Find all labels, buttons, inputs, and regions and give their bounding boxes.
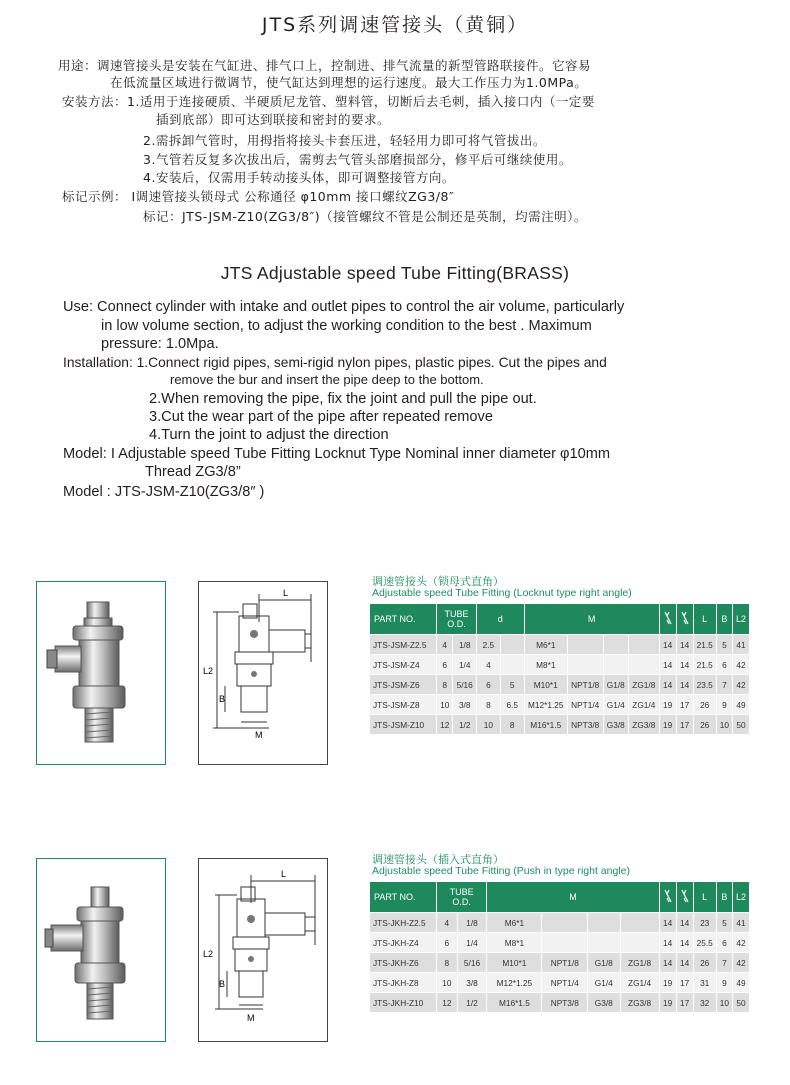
table-cell: JTS-JSM-Z10 — [370, 715, 437, 735]
table-cell: 12 — [437, 715, 453, 735]
table-cell: 50 — [733, 993, 750, 1013]
col-header: L — [693, 604, 716, 635]
table-row — [370, 715, 750, 735]
table-cell: 14 — [676, 933, 693, 953]
table-cell: 31 — [693, 973, 716, 993]
table-cell: 26 — [693, 695, 716, 715]
table-cell: 1/8 — [457, 913, 487, 933]
table-cell: 8 — [437, 675, 453, 695]
table2-title-en: Adjustable speed Tube Fitting (Push in type right angle) — [372, 865, 630, 877]
dim-label-M: M — [247, 1013, 255, 1023]
table-cell: JTS-JSM-Z6 — [370, 675, 437, 695]
table-cell: 4 — [476, 655, 500, 675]
table-cell — [629, 635, 660, 655]
table-cell: 14 — [659, 675, 676, 695]
table-cell: G3/8 — [588, 993, 620, 1013]
table-cell — [588, 913, 620, 933]
text-line: Installation: 1.Connect rigid pipes, semi-rigid nylon pipes, plastic pipes. Cut the pipes and — [63, 355, 607, 370]
table-row — [370, 953, 750, 973]
table-cell: ZG3/8 — [629, 715, 660, 735]
col-header: L2 — [733, 604, 750, 635]
table-cell: 8 — [476, 695, 500, 715]
table-cell: 42 — [733, 675, 750, 695]
table-cell: 10 — [476, 715, 500, 735]
table-cell: M16*1.5 — [524, 715, 567, 735]
table-cell: 6 — [437, 933, 458, 953]
table-cell: 23.5 — [693, 675, 716, 695]
table-cell: 21.5 — [693, 635, 716, 655]
table-cell: JTS-JSM-Z2.5 — [370, 635, 437, 655]
table-cell — [588, 933, 620, 953]
table-cell: 5 — [716, 635, 732, 655]
table-cell: 17 — [676, 695, 693, 715]
table-cell: 14 — [659, 913, 676, 933]
table-cell: 1/4 — [453, 655, 476, 675]
product-photo-push-in — [36, 858, 166, 1042]
col-header: M — [524, 604, 659, 635]
table-cell — [629, 655, 660, 675]
dim-label-L: L — [283, 588, 289, 598]
table-cell: NPT1/4 — [567, 695, 603, 715]
table-cell — [603, 655, 628, 675]
table-cell: 21.5 — [693, 655, 716, 675]
col-header: L2 — [733, 882, 750, 913]
table-cell: M6*1 — [524, 635, 567, 655]
table-cell: 41 — [733, 635, 750, 655]
table-cell: JTS-JSM-Z4 — [370, 655, 437, 675]
table-cell: 14 — [676, 655, 693, 675]
table-cell — [603, 635, 628, 655]
table-cell: G1/8 — [603, 675, 628, 695]
table1-title-en: Adjustable speed Tube Fitting (Locknut type right angle) — [372, 587, 632, 599]
table-row — [370, 933, 750, 953]
dim-label-L2: L2 — [203, 949, 214, 959]
table-cell: M12*1.25 — [524, 695, 567, 715]
table-cell: 10 — [716, 715, 732, 735]
table-cell: 7 — [716, 953, 732, 973]
table-cell: 17 — [676, 973, 693, 993]
table-cell: 26 — [693, 953, 716, 973]
text-line: 用途：调速管接头是安装在气缸进、排气口上，控制进、排气流量的新型管路联接件。它容易 — [58, 58, 592, 73]
table-cell: 14 — [676, 675, 693, 695]
table-cell: 14 — [659, 635, 676, 655]
text-line: Use: Connect cylinder with intake and outlet pipes to control the air volume, particularly — [63, 299, 625, 315]
table-cell — [567, 635, 603, 655]
text-line: 4.Turn the joint to adjust the direction — [149, 427, 389, 443]
table-cell: ZG1/8 — [620, 953, 659, 973]
table-cell: 25.5 — [693, 933, 716, 953]
table-cell — [500, 635, 524, 655]
page-title-cn: JTS系列调速管接头（黄铜） — [261, 14, 529, 36]
dim-label-L2: L2 — [203, 666, 214, 676]
table-cell: 5 — [500, 675, 524, 695]
table-cell — [500, 655, 524, 675]
table-cell: 49 — [733, 695, 750, 715]
table-cell: 1/2 — [453, 715, 476, 735]
table-cell: JTS-JKH-Z4 — [370, 933, 437, 953]
col-header: L — [693, 882, 716, 913]
table-cell — [620, 933, 659, 953]
text-line: in low volume section, to adjust the working condition to the best . Maximum — [101, 318, 592, 334]
technical-drawing-push-in — [198, 858, 328, 1042]
table-cell: JTS-JKH-Z2.5 — [370, 913, 437, 933]
table-row — [370, 655, 750, 675]
table-cell: M12*1.25 — [487, 973, 542, 993]
table-cell: 42 — [733, 933, 750, 953]
table-cell: 49 — [733, 973, 750, 993]
text-line: 2.需拆卸气管时，用拇指将接头卡套压进，轻轻用力即可将气管拔出。 — [143, 133, 546, 148]
dim-label-B: B — [219, 979, 226, 989]
table-cell: 8 — [437, 953, 458, 973]
table-cell: 19 — [659, 715, 676, 735]
dim-label-L: L — [281, 869, 287, 879]
table-cell: 5/16 — [457, 953, 487, 973]
table-cell: G1/4 — [588, 973, 620, 993]
text-line: 标记示例： Ⅰ调速管接头锁母式 公称通径 φ10mm 接口螺纹ZG3/8″ — [62, 189, 455, 204]
table-cell: NPT3/8 — [542, 993, 588, 1013]
spec-table-push-in — [369, 881, 750, 1013]
table-cell — [620, 913, 659, 933]
table-cell: 14 — [676, 953, 693, 973]
dim-label-M: M — [255, 730, 263, 740]
text-line: remove the bur and insert the pipe deep to the bottom. — [170, 372, 484, 387]
table-cell: NPT1/4 — [542, 973, 588, 993]
col-header: TUBE O.D. — [437, 604, 477, 635]
table-cell — [542, 933, 588, 953]
table-cell: 41 — [733, 913, 750, 933]
wrench-icon — [659, 604, 676, 635]
text-line: 2.When removing the pipe, fix the joint and pull the pipe out. — [149, 391, 537, 407]
text-line: 4.安装后，仅需用手转动接头体，即可调整接管方向。 — [143, 170, 455, 185]
table-cell: 42 — [733, 655, 750, 675]
table-cell: NPT3/8 — [567, 715, 603, 735]
table-cell: G3/8 — [603, 715, 628, 735]
table-cell: NPT1/8 — [542, 953, 588, 973]
table-cell: 1/8 — [453, 635, 476, 655]
table-cell: ZG1/4 — [620, 973, 659, 993]
col-header: B — [716, 882, 732, 913]
page-title-en: JTS Adjustable speed Tube Fitting(BRASS) — [220, 263, 570, 283]
table-cell: JTS-JKH-Z6 — [370, 953, 437, 973]
technical-drawing-locknut — [198, 581, 328, 765]
text-line: Model : JTS-JSM-Z10(ZG3/8″ ) — [63, 484, 265, 500]
table-row — [370, 993, 750, 1013]
table-cell: 6 — [716, 933, 732, 953]
table-cell: 17 — [676, 993, 693, 1013]
table-cell: 6 — [476, 675, 500, 695]
table-cell — [542, 913, 588, 933]
table-cell: 6.5 — [500, 695, 524, 715]
table-row — [370, 913, 750, 933]
text-line: Thread ZG3/8” — [145, 464, 241, 480]
text-line: 标记：JTS-JSM-Z10(ZG3/8″)（接管螺纹不管是公制还是英制，均需注明）。 — [143, 209, 587, 224]
table-cell: 19 — [659, 973, 676, 993]
text-line: 3.气管若反复多次拔出后，需剪去气管头部磨损部分，修平后可继续使用。 — [143, 152, 572, 167]
table-cell: M6*1 — [487, 913, 542, 933]
table-cell: 26 — [693, 715, 716, 735]
text-line: 插到底部）即可达到联接和密封的要求。 — [156, 112, 391, 127]
product-photo-locknut — [36, 581, 166, 765]
table-cell: 3/8 — [453, 695, 476, 715]
col-header: PART NO. — [370, 882, 437, 913]
text-line: 在低流量区域进行微调节，使气缸达到理想的运行速度。最大工作压力为1.0MPa。 — [110, 75, 588, 90]
table-cell: 50 — [733, 715, 750, 735]
wrench-icon — [676, 604, 693, 635]
wrench-icon — [676, 882, 693, 913]
table-cell: 4 — [437, 913, 458, 933]
table-cell: 1/4 — [457, 933, 487, 953]
text-line: pressure: 1.0Mpa. — [101, 336, 219, 352]
table-row — [370, 973, 750, 993]
col-header: M — [487, 882, 659, 913]
table-cell: 10 — [437, 973, 458, 993]
table-cell: 7 — [716, 675, 732, 695]
table-cell: M10*1 — [487, 953, 542, 973]
table-cell: 5 — [716, 913, 732, 933]
wrench-icon — [659, 882, 676, 913]
table-cell: M16*1.5 — [487, 993, 542, 1013]
table-cell: ZG1/4 — [629, 695, 660, 715]
table-cell: JTS-JKH-Z10 — [370, 993, 437, 1013]
table-cell: 19 — [659, 993, 676, 1013]
table-cell: 14 — [659, 953, 676, 973]
table-cell: 32 — [693, 993, 716, 1013]
table-cell: 14 — [676, 913, 693, 933]
table-cell: 14 — [676, 635, 693, 655]
table-cell — [567, 655, 603, 675]
table-cell: JTS-JSM-Z8 — [370, 695, 437, 715]
table-cell: M8*1 — [524, 655, 567, 675]
table-cell: 19 — [659, 695, 676, 715]
table-cell: 42 — [733, 953, 750, 973]
table-cell: 10 — [437, 695, 453, 715]
table-cell: 17 — [676, 715, 693, 735]
table-cell: M10*1 — [524, 675, 567, 695]
table-cell: 12 — [437, 993, 458, 1013]
table-cell: 9 — [716, 973, 732, 993]
table-cell: NPT1/8 — [567, 675, 603, 695]
table-cell: 9 — [716, 695, 732, 715]
table-cell: G1/4 — [603, 695, 628, 715]
table-cell: ZG1/8 — [629, 675, 660, 695]
col-header: PART NO. — [370, 604, 437, 635]
table-row — [370, 695, 750, 715]
col-header: B — [716, 604, 732, 635]
table-row — [370, 635, 750, 655]
table-cell: 2.5 — [476, 635, 500, 655]
table-cell: 10 — [716, 993, 732, 1013]
spec-table-locknut — [369, 603, 750, 735]
text-line: 3.Cut the wear part of the pipe after repeated remove — [149, 409, 493, 425]
table-cell: 5/16 — [453, 675, 476, 695]
table-cell: 8 — [500, 715, 524, 735]
table-cell: M8*1 — [487, 933, 542, 953]
table-cell: 14 — [659, 655, 676, 675]
table-cell: 6 — [716, 655, 732, 675]
table-cell: 23 — [693, 913, 716, 933]
text-line: Model: I Adjustable speed Tube Fitting Locknut Type Nominal inner diameter φ10mm — [63, 446, 611, 462]
table-cell: JTS-JKH-Z8 — [370, 973, 437, 993]
table1-title-cn: 调速管接头（锁母式直角） — [372, 575, 504, 588]
table-row — [370, 675, 750, 695]
table-cell: 6 — [437, 655, 453, 675]
table2-title-cn: 调速管接头（插入式直角） — [372, 853, 504, 866]
table-cell: 14 — [659, 933, 676, 953]
table-cell: G1/8 — [588, 953, 620, 973]
table-cell: ZG3/8 — [620, 993, 659, 1013]
table-cell: 1/2 — [457, 993, 487, 1013]
text-line: 安装方法：1.适用于连接硬质、半硬质尼龙管、塑料管，切断后去毛刺，插入接口内（一定要 — [62, 94, 595, 109]
table-cell: 4 — [437, 635, 453, 655]
col-header: TUBE O.D. — [437, 882, 487, 913]
dim-label-B: B — [219, 694, 226, 704]
table-cell: 3/8 — [457, 973, 487, 993]
col-header: d — [476, 604, 524, 635]
